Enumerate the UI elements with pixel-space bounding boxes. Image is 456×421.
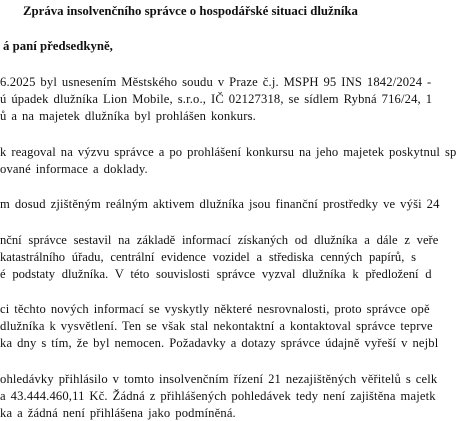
paragraph-1-line-2: ú úpadek dlužníka Lion Mobile, s.r.o., IČ 02127318, se sídlem Rybná 716/24, 1: [0, 92, 433, 106]
paragraph-4-line-1: nční správce sestavil na základě informací získaných od dlužníka a dále z veře: [0, 233, 439, 247]
paragraph-6-line-1: ohledávky přihlásilo v tomto insolvenčním řízení 21 nezajištěných věřitelů s celk: [0, 372, 438, 386]
paragraph-2-line-1: k reagoval na výzvu správce a po prohlášení konkursu na jeho majetek poskytnul sp: [0, 145, 456, 159]
paragraph-3-line-1: m dosud zjištěným reálným aktivem dlužníka jsou finanční prostředky ve výši 24: [0, 197, 440, 211]
paragraph-5-line-3: ka dny s tím, že byl nemocen. Požadavky a dotazy správce údajně vyřeší v nejbl: [0, 336, 439, 350]
document-title: Zpráva insolvenčního správce o hospodářské situaci dlužníka: [23, 4, 358, 18]
salutation: á paní předsedkyně,: [3, 39, 113, 53]
paragraph-5-line-2: dlužníka k vysvětlení. Ten se však stal nekontaktní a kontaktoval správce teprve: [0, 319, 433, 333]
paragraph-5-line-1: ci těchto nových informací se vyskytly některé nesrovnalosti, proto správce opě: [0, 302, 430, 316]
paragraph-1-line-1: 6.2025 byl usnesením Městského soudu v Praze č.j. MSPH 95 INS 1842/2024 -: [0, 75, 432, 89]
paragraph-6-line-2: a 43.444.460,11 Kč. Žádná z přihlášených pohledávek tedy není zajištěna majetk: [0, 389, 436, 403]
paragraph-6-line-3: ka a žádná není přihlášena jako podmíněná.: [0, 406, 236, 420]
paragraph-4-line-2: katastrálního úřadu, centrální evidence vozidel a střediska cenných papírů, s: [0, 250, 417, 264]
paragraph-4-line-3: é podstaty dlužníka. V této souvislosti správce vyzval dlužníka k předložení d: [0, 267, 432, 281]
paragraph-2-line-2: ované informace a doklady.: [0, 162, 148, 176]
paragraph-1-line-3: ů a na majetek dlužníka byl prohlášen konkurs.: [0, 109, 256, 123]
